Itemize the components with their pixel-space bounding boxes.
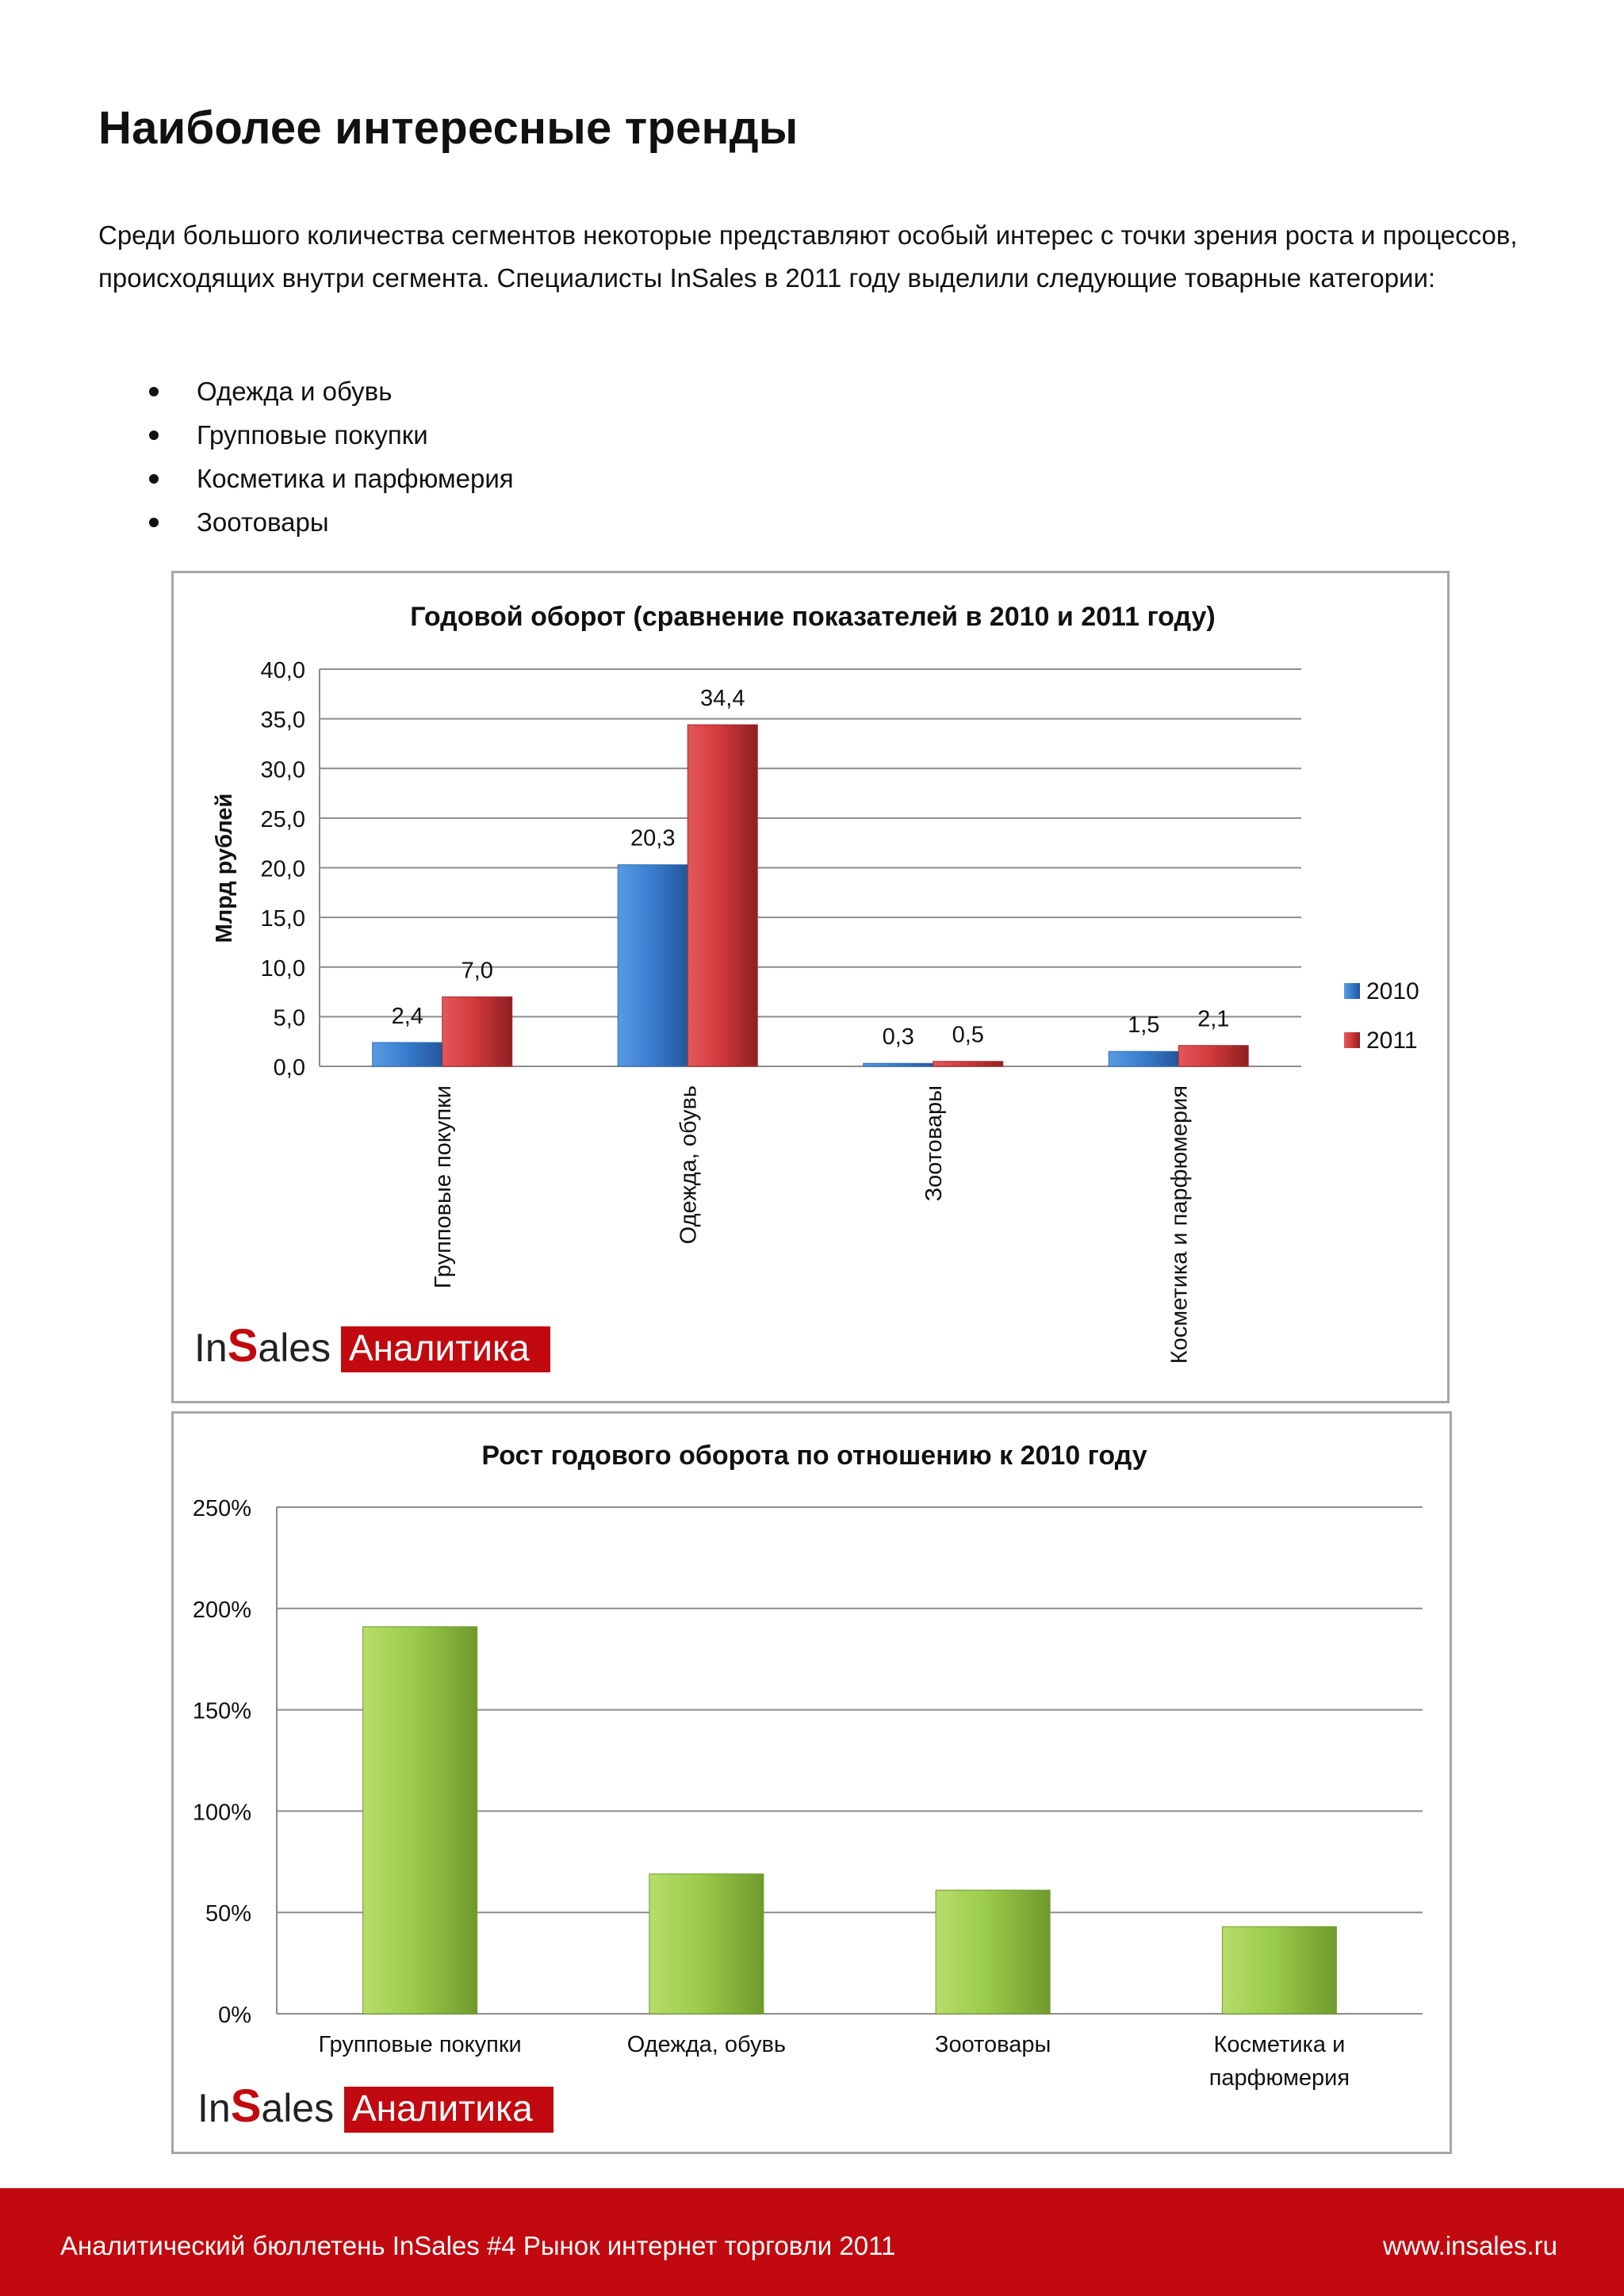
y-tick-label: 150% bbox=[192, 1698, 251, 1724]
turnover-chart-svg bbox=[174, 573, 1452, 1406]
y-tick-label: 25,0 bbox=[260, 806, 305, 832]
bar-2010 bbox=[1109, 1051, 1178, 1066]
y-tick-label: 40,0 bbox=[260, 658, 305, 683]
legend-label: 2011 bbox=[1366, 1027, 1418, 1054]
list-item: Косметика и парфюмерия bbox=[98, 457, 514, 500]
y-tick-label: 50% bbox=[205, 1901, 251, 1927]
x-tick-label: Косметика и парфюмерия bbox=[1166, 1085, 1193, 1364]
x-tick-label: Зоотовары bbox=[934, 2032, 1051, 2057]
y-axis-label: Млрд рублей bbox=[212, 793, 237, 943]
growth-chart-svg bbox=[174, 1414, 1454, 2156]
chart-title: Годовой оборот (сравнение показателей в 2010 и 2011 году) bbox=[410, 602, 1216, 632]
footer-bar bbox=[0, 2188, 1624, 2296]
y-tick-label: 10,0 bbox=[260, 955, 305, 982]
logo-s-letter: S bbox=[230, 2080, 262, 2132]
category-list bbox=[98, 369, 514, 544]
logo-in-text: In bbox=[194, 1326, 228, 1370]
y-tick-label: 35,0 bbox=[260, 707, 305, 733]
legend-label: 2010 bbox=[1366, 978, 1419, 1004]
x-tick-label: Зоотовары bbox=[921, 1085, 947, 1202]
x-tick-label: Одежда, обувь bbox=[676, 1085, 702, 1245]
x-tick-label: Одежда, обувь bbox=[626, 2032, 787, 2057]
y-tick-label: 30,0 bbox=[260, 757, 305, 783]
bar-2011 bbox=[933, 1062, 1003, 1066]
bar-2010 bbox=[618, 865, 688, 1066]
intro-paragraph: Среди большого количества сегментов некоторые представляют особый интерес с точки зрения роста и процессов, происходящих внутри сегмента. Специалисты InSales в 2011 году выделили следующие товарные категории: bbox=[98, 220, 1518, 293]
data-label: 20,3 bbox=[630, 825, 676, 851]
turnover-chart bbox=[171, 571, 1450, 1403]
y-tick-label: 250% bbox=[192, 1496, 251, 1521]
logo-tag-text: Аналитика bbox=[349, 1327, 530, 1368]
list-item: Зоотовары bbox=[98, 500, 514, 544]
x-tick-label: Групповые покупки bbox=[430, 1085, 456, 1289]
footer-website-link[interactable]: www.insales.ru bbox=[1382, 2231, 1557, 2260]
insales-logo bbox=[194, 1320, 550, 1372]
y-tick-label: 100% bbox=[192, 1800, 251, 1826]
list-item: Одежда и обувь bbox=[98, 369, 514, 413]
svg-text:InSales bbox=[197, 2080, 334, 2132]
logo-ales-text: ales bbox=[261, 2086, 335, 2130]
growth-bar bbox=[363, 1627, 477, 2014]
y-tick-label: 15,0 bbox=[260, 906, 305, 932]
footer-bulletin-title: Аналитический бюллетень InSales #4 Рынок интернет торговли 2011 bbox=[60, 2231, 896, 2260]
legend-swatch bbox=[1344, 983, 1360, 999]
bar-2011 bbox=[1178, 1046, 1248, 1066]
x-tick-label: Групповые покупки bbox=[318, 2032, 522, 2057]
bar-2010 bbox=[864, 1063, 933, 1066]
insales-logo bbox=[197, 2080, 553, 2133]
legend-swatch bbox=[1344, 1032, 1360, 1048]
bar-2011 bbox=[442, 997, 512, 1066]
growth-bar bbox=[936, 1890, 1050, 2014]
logo-ales-text: ales bbox=[258, 1326, 331, 1370]
bar-2010 bbox=[373, 1043, 442, 1066]
data-label: 0,3 bbox=[882, 1024, 914, 1050]
chart-title: Рост годового оборота по отношению к 2010 году bbox=[481, 1441, 1147, 1471]
y-tick-label: 5,0 bbox=[273, 1005, 305, 1031]
bar-2011 bbox=[688, 725, 757, 1066]
growth-bar bbox=[1222, 1927, 1336, 2014]
svg-text:InSales bbox=[194, 1320, 331, 1372]
growth-bar bbox=[649, 1874, 764, 2014]
y-tick-label: 0,0 bbox=[273, 1055, 305, 1081]
logo-s-letter: S bbox=[227, 1320, 259, 1372]
y-tick-label: 0% bbox=[218, 2003, 251, 2028]
y-tick-label: 200% bbox=[192, 1597, 251, 1623]
x-tick-label: парфюмерия bbox=[1208, 2065, 1350, 2091]
data-label: 2,4 bbox=[391, 1003, 423, 1029]
logo-in-text: In bbox=[197, 2086, 231, 2130]
data-label: 7,0 bbox=[461, 958, 493, 984]
data-label: 1,5 bbox=[1128, 1012, 1160, 1039]
page-title: Наиболее интересные тренды bbox=[98, 102, 799, 154]
data-label: 34,4 bbox=[700, 686, 745, 712]
data-label: 0,5 bbox=[952, 1022, 984, 1048]
list-item: Групповые покупки bbox=[98, 413, 514, 457]
x-tick-label: Косметика и bbox=[1213, 2032, 1346, 2057]
growth-chart bbox=[171, 1411, 1452, 2154]
logo-tag-text: Аналитика bbox=[352, 2087, 533, 2129]
data-label: 2,1 bbox=[1197, 1006, 1230, 1032]
y-tick-label: 20,0 bbox=[260, 856, 305, 882]
